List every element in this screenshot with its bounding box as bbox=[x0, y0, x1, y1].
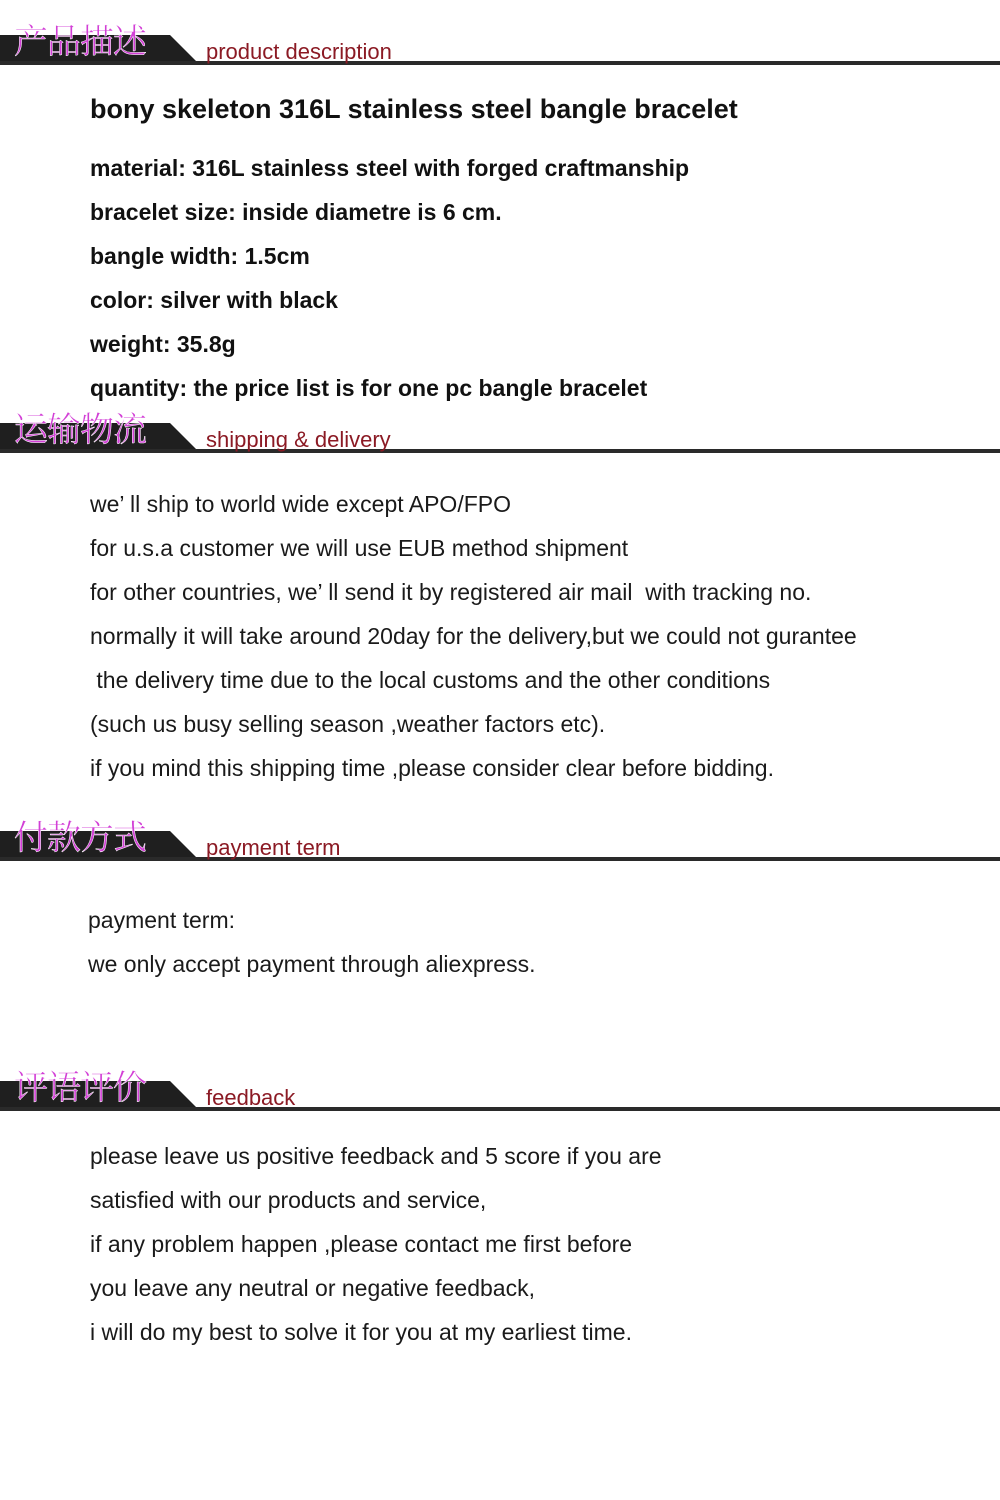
feedback-line: you leave any neutral or negative feedback, bbox=[90, 1275, 535, 1301]
shipping-line: (such us busy selling season ,weather factors etc). bbox=[90, 711, 606, 737]
spec-size: bracelet size: inside diametre is 6 cm. bbox=[90, 199, 502, 225]
payment-line: payment term: bbox=[88, 907, 235, 933]
spec-quantity: quantity: the price list is for one pc bangle bracelet bbox=[90, 375, 648, 401]
header-title-en: feedback bbox=[206, 1085, 296, 1110]
header-rule bbox=[0, 449, 1000, 453]
feedback-line: satisfied with our products and service, bbox=[90, 1187, 487, 1213]
header-title-cn: 产品描述 bbox=[14, 22, 146, 62]
section-header-feedback bbox=[0, 1068, 1000, 1114]
shipping-line: the delivery time due to the local customs and the other conditions bbox=[90, 667, 771, 693]
feedback-line: please leave us positive feedback and 5 score if you are bbox=[90, 1143, 662, 1169]
header-rule bbox=[0, 61, 1000, 65]
shipping-line: if you mind this shipping time ,please consider clear before bidding. bbox=[90, 755, 774, 781]
shipping-content bbox=[90, 482, 970, 790]
product-title: bony skeleton 316L stainless steel bangle bracelet bbox=[90, 94, 738, 124]
header-title-cn: 评语评价 bbox=[14, 1068, 146, 1108]
shipping-line: for u.s.a customer we will use EUB method shipment bbox=[90, 535, 629, 561]
spec-material: material: 316L stainless steel with forged craftmanship bbox=[90, 155, 690, 181]
shipping-line: for other countries, we’ ll send it by registered air mail with tracking no. bbox=[90, 579, 812, 605]
feedback-content bbox=[90, 1134, 970, 1354]
spec-color: color: silver with black bbox=[90, 287, 338, 313]
feedback-line: i will do my best to solve it for you at my earliest time. bbox=[90, 1319, 632, 1345]
spec-weight: weight: 35.8g bbox=[90, 331, 236, 357]
payment-line: we only accept payment through aliexpress. bbox=[88, 951, 536, 977]
section-header-description bbox=[0, 22, 1000, 68]
header-rule bbox=[0, 1107, 1000, 1111]
header-title-cn: 运输物流 bbox=[14, 410, 146, 450]
section-header-shipping bbox=[0, 410, 1000, 456]
spec-width: bangle width: 1.5cm bbox=[90, 243, 310, 269]
feedback-line: if any problem happen ,please contact me first before bbox=[90, 1231, 633, 1257]
header-title-cn: 付款方式 bbox=[14, 818, 146, 858]
header-title-en: shipping & delivery bbox=[206, 427, 391, 452]
header-title-en: payment term bbox=[206, 835, 341, 860]
shipping-line: normally it will take around 20day for the delivery,but we could not gurantee bbox=[90, 623, 857, 649]
header-title-en: product description bbox=[206, 39, 392, 64]
payment-content bbox=[88, 898, 968, 986]
header-rule bbox=[0, 857, 1000, 861]
section-header-payment bbox=[0, 818, 1000, 864]
shipping-line: we’ ll ship to world wide except APO/FPO bbox=[90, 491, 511, 517]
description-content bbox=[90, 92, 970, 410]
